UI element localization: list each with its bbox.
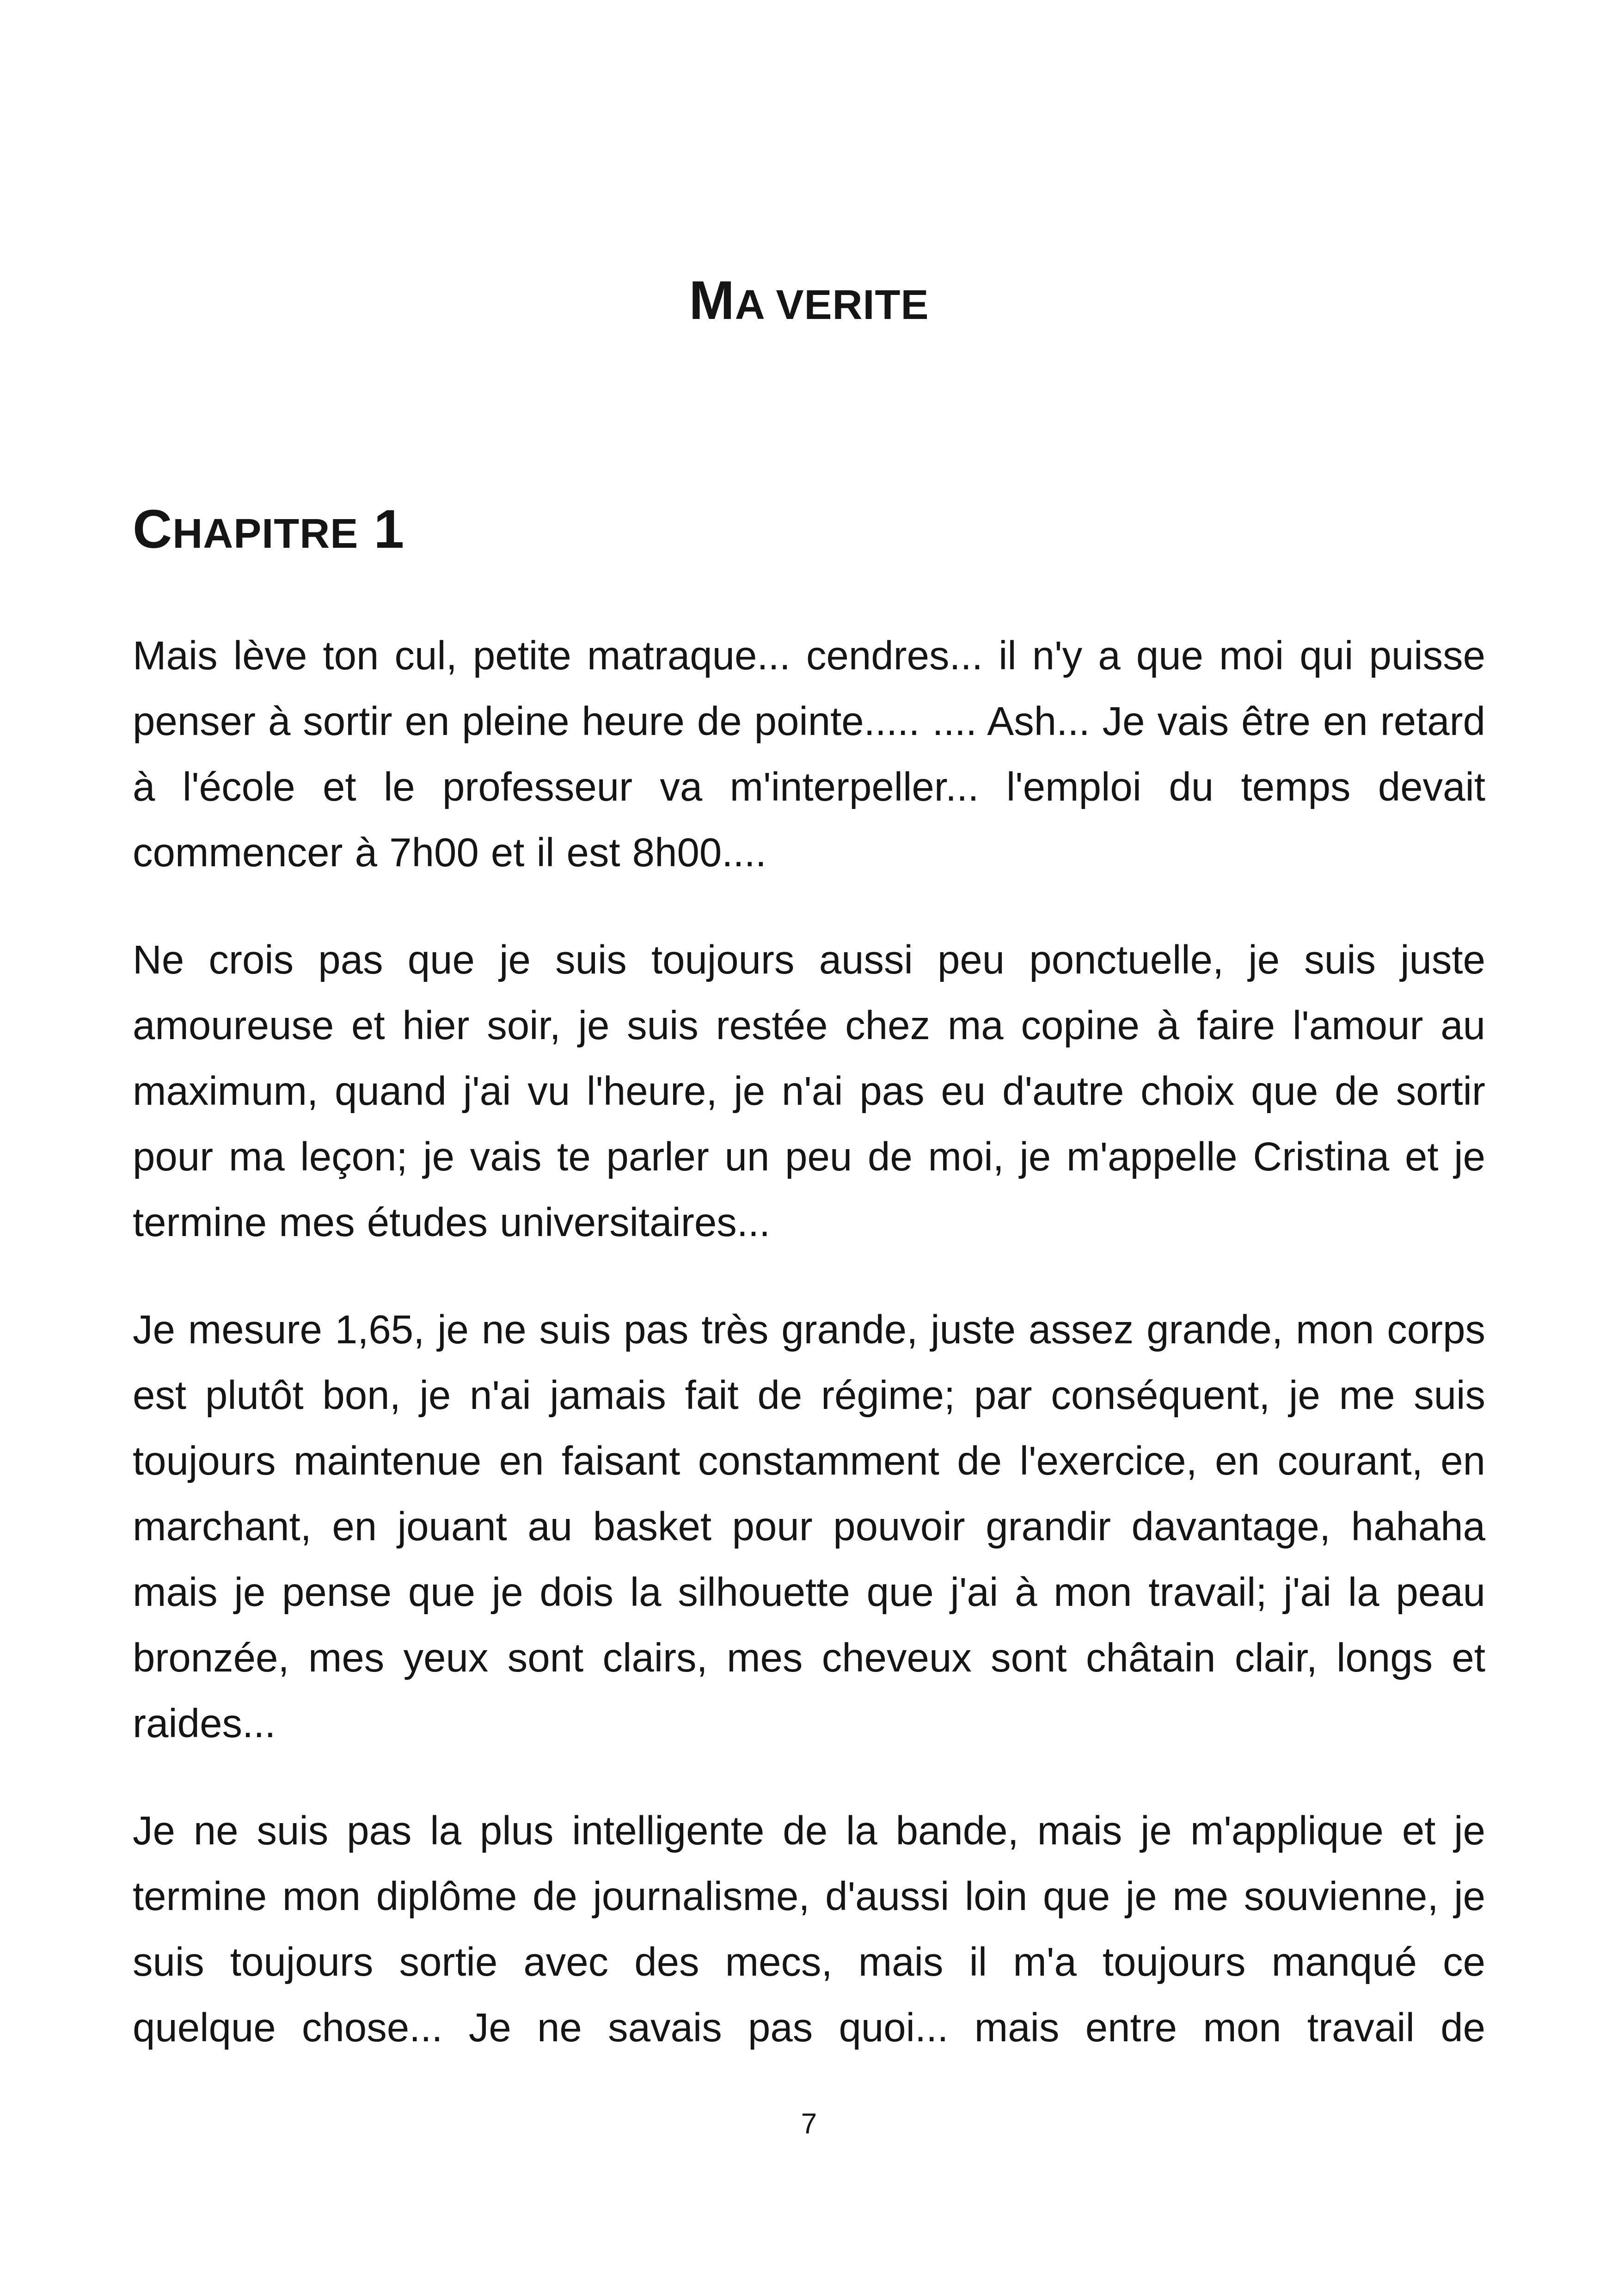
chapter-body [133,623,1485,2102]
chapter-title [133,495,404,569]
page-number: 7 [801,2108,817,2140]
paragraph: Je mesure 1,65, je ne suis pas très grande, juste assez grande, mon corps est plutôt bon, je n'ai jamais fait de régime; par conséquent, je me suis toujours maintenue en faisant constamment de l'exercice, en courant, en marchant, en jouant au basket pour pouvoir grandir davantage, hahaha mais je pense que je dois la silhouette que j'ai à mon travail; j'ai la peau bronzée, mes yeux sont clairs, mes cheveux sont châtain clair, longs et raides... [133,1307,1485,1746]
book-title-initial: M [689,270,735,331]
paragraph: Mais lève ton cul, petite matraque... cendres... il n'y a que moi qui puisse penser à sortir en pleine heure de pointe..... .... Ash... Je vais être en retard à l'école et le professeur va m'interpeller... l'emploi du temps devait commencer à 7h00 et il est 8h00.... [133,633,1485,875]
paragraph: Ne crois pas que je suis toujours aussi peu ponctuelle, je suis juste amoureuse et hier soir, je suis restée chez ma copine à faire l'amour au maximum, quand j'ai vu l'heure, je n'ai pas eu d'autre choix que de sortir pour ma leçon; je vais te parler un peu de moi, je m'appelle Cristina et je termine mes études universitaires... [133,937,1485,1245]
book-title [0,266,1618,340]
chapter-title-initial: C [133,499,173,560]
paragraph: Je ne suis pas la plus intelligente de la bande, mais je m'applique et je termine mon diplôme de journalisme, d'aussi loin que je me souvienne, je suis toujours sortie avec des mecs, mais il m'a toujours manqué ce quelque chose... Je ne savais pas quoi... mais entre mon travail de [133,1808,1485,2050]
chapter-number: 1 [374,499,405,560]
chapter-title-rest: HAPITRE [172,511,359,557]
book-title-rest: A VERITE [735,282,929,328]
